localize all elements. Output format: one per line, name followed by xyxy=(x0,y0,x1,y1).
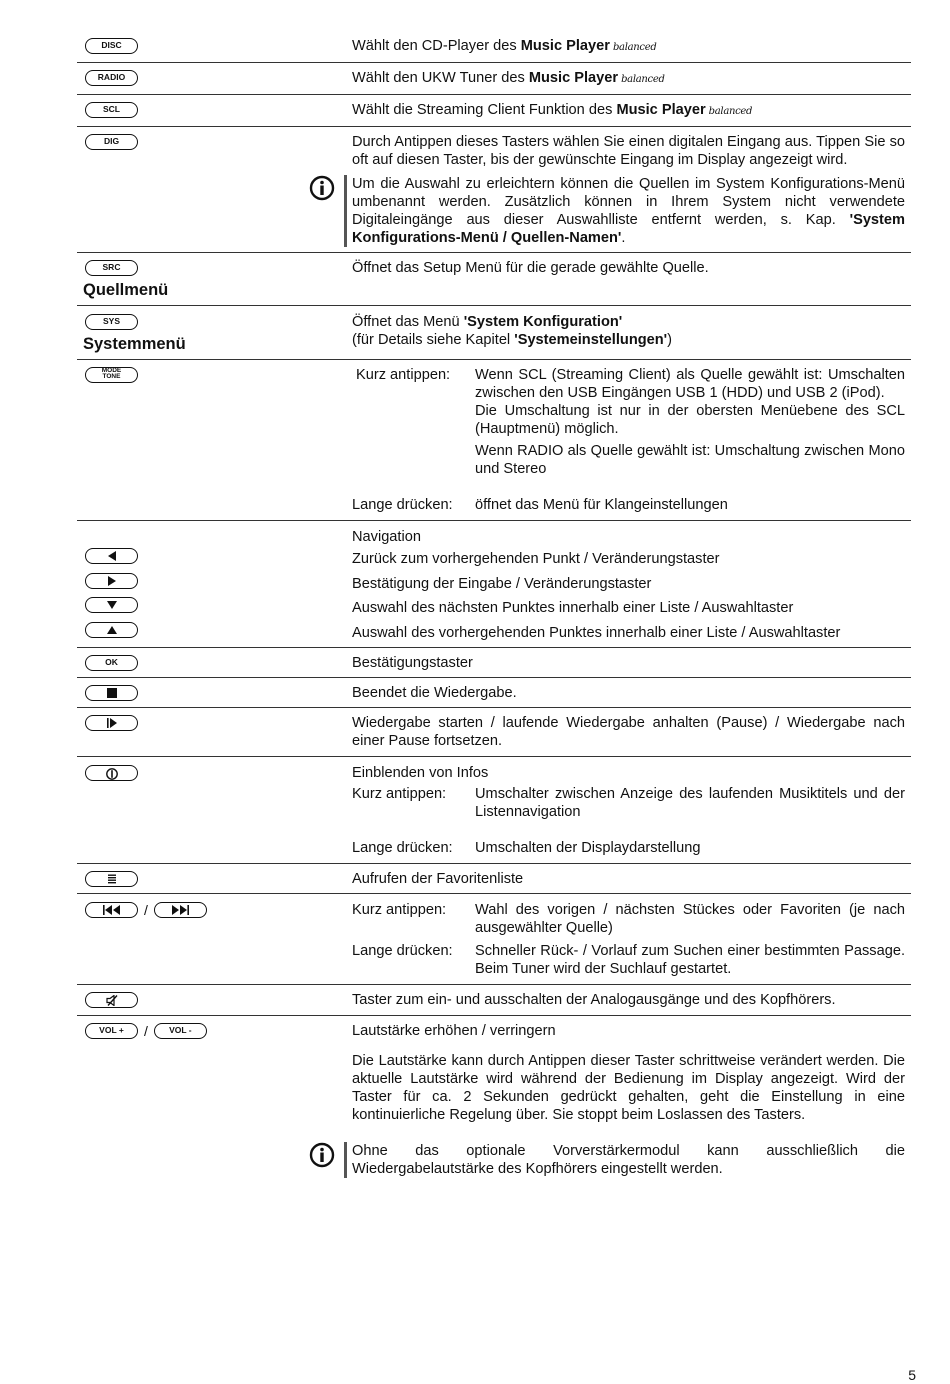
row-play-pause xyxy=(77,708,911,757)
mode-long-text: öffnet das Menü für Klangeinstellungen xyxy=(475,497,728,513)
info-short-text: Umschalter zwischen Anzeige des laufenden Musiktitels und der Listennavigation xyxy=(475,786,905,820)
dig-note: Um die Auswahl zu erleichtern können die Quellen im System Konfigurations-Menü umbenannt werden. Zusätzlich können in Ihrem System nicht verwendete Digitaleingänge aus dieser Auswahlliste entfernt werden, s. Kap. 'System Konfigurations-Menü / Quellen-Namen'. xyxy=(352,176,905,246)
left-arrow-button-icon xyxy=(85,548,138,564)
volume-note: Ohne das optionale Vorverstärkermodul kann ausschließlich die Wiedergabelautstärke des Kopfhörers eingestellt werden. xyxy=(352,1143,905,1177)
disc-description: Wählt den CD-Player des Music Player balanced xyxy=(352,38,657,54)
list-button-icon xyxy=(85,871,138,887)
page-number: 5 xyxy=(908,1367,916,1383)
row-disc xyxy=(77,30,911,63)
src-description: Öffnet das Setup Menü für die gerade gewählte Quelle. xyxy=(352,260,709,276)
ok-button-icon: OK xyxy=(85,655,138,671)
row-navigation xyxy=(77,521,911,648)
info-long-label: Lange drücken: xyxy=(352,840,453,856)
nav-down-text: Auswahl des nächsten Punktes innerhalb einer Liste / Auswahltaster xyxy=(352,600,794,617)
mode-long-label: Lange drücken: xyxy=(352,497,453,513)
dig-description: Durch Antippen dieses Tasters wählen Sie einen digitalen Eingang aus. Tippen Sie so oft auf diesen Taster, bis der gewünschte Eingang im Display angezeigt wird. xyxy=(352,134,905,168)
skip-long-label: Lange drücken: xyxy=(352,943,453,959)
info-long-text: Umschalten der Displaydarstellung xyxy=(475,840,701,856)
row-volume xyxy=(77,1016,911,1183)
sys-line2: (für Details siehe Kapitel 'Systemeinstellungen') xyxy=(352,332,673,348)
mute-description: Taster zum ein- und ausschalten der Analogausgänge und des Kopfhörers. xyxy=(352,992,836,1008)
row-ok xyxy=(77,648,911,678)
down-arrow-button-icon xyxy=(85,597,138,613)
quellmenu-label: Quellmenü xyxy=(83,281,169,299)
info-button-icon xyxy=(85,765,138,781)
stop-button-icon xyxy=(85,685,138,701)
nav-left-text: Zurück zum vorhergehenden Punkt / Veränderungstaster xyxy=(352,551,720,568)
skip-forward-button-icon xyxy=(154,902,207,918)
skip-long-text: Schneller Rück- / Vorlauf zum Suchen einer bestimmten Passage. Beim Tuner wird der Suchlauf gestartet. xyxy=(475,943,905,977)
info-icon xyxy=(309,175,335,201)
row-stop xyxy=(77,678,911,708)
vol-separator: / xyxy=(144,1023,148,1039)
radio-button-icon: RADIO xyxy=(85,70,138,86)
row-mode-tone xyxy=(77,360,911,521)
info-title: Einblenden von Infos xyxy=(352,765,489,781)
mode-tone-button-icon: MODE TONE xyxy=(85,367,138,383)
mute-button-icon xyxy=(85,992,138,1008)
mode-short-scl: Wenn SCL (Streaming Client) als Quelle gewählt ist: Umschalten zwischen den USB Eingängen USB 1 (HDD) und USB 2 (iPod). xyxy=(475,367,905,401)
row-radio xyxy=(77,63,911,95)
nav-right-text: Bestätigung der Eingabe / Veränderungstaster xyxy=(352,575,652,592)
row-dig xyxy=(77,127,911,253)
mode-short-scl-note: Die Umschaltung ist nur in der obersten Menüebene des SCL (Hauptmenü) möglich. xyxy=(475,403,905,437)
systemmenu-label: Systemmenü xyxy=(83,335,186,353)
skip-short-text: Wahl des vorigen / nächsten Stückes oder Favoriten (je nach ausgewählter Quelle) xyxy=(475,902,905,936)
skip-back-button-icon xyxy=(85,902,138,918)
scl-button-icon: SCL xyxy=(85,102,138,118)
nav-up-text: Auswahl des vorhergehenden Punktes innerhalb einer Liste / Auswahltaster xyxy=(352,624,841,641)
volume-title: Lautstärke erhöhen / verringern xyxy=(352,1023,556,1039)
info-short-label: Kurz antippen: xyxy=(352,786,447,802)
row-src xyxy=(77,253,911,306)
src-button-icon: SRC xyxy=(85,260,138,276)
scl-description: Wählt die Streaming Client Funktion des Music Player balanced xyxy=(352,102,753,118)
up-arrow-button-icon xyxy=(85,622,138,638)
play-pause-button-icon xyxy=(85,715,138,731)
skip-short-label: Kurz antippen: xyxy=(352,902,447,918)
row-info xyxy=(77,757,911,864)
vol-minus-button-icon: VOL - xyxy=(154,1023,207,1039)
dig-button-icon: DIG xyxy=(85,134,138,150)
play-pause-description: Wiedergabe starten / laufende Wiedergabe anhalten (Pause) / Wiedergabe nach einer Pause fortsetzen. xyxy=(352,715,905,749)
row-mute xyxy=(77,985,911,1016)
row-scl xyxy=(77,95,911,127)
skip-separator: / xyxy=(144,902,148,918)
right-arrow-button-icon xyxy=(85,573,138,589)
stop-description: Beendet die Wiedergabe. xyxy=(352,685,517,701)
mode-short-radio: Wenn RADIO als Quelle gewählt ist: Umschaltung zwischen Mono und Stereo xyxy=(475,443,905,477)
volume-description: Die Lautstärke kann durch Antippen dieser Taster schrittweise verändert werden. Die aktuelle Lautstärke wird während der Bedienung im Display angezeigt. Wird der Taster für ca. 2 Sekunden gedrückt gehalten, geht die Einstellung in eine kontinuierliche Regelung über. Sie stoppt beim Loslassen des Tasters. xyxy=(352,1053,905,1123)
vol-plus-button-icon: VOL + xyxy=(85,1023,138,1039)
mode-short-label: Kurz antippen: xyxy=(356,367,451,383)
ok-description: Bestätigungstaster xyxy=(352,655,473,671)
radio-description: Wählt den UKW Tuner des Music Player balanced xyxy=(352,70,665,86)
row-list xyxy=(77,864,911,894)
disc-button-icon: DISC xyxy=(85,38,138,54)
row-skip xyxy=(77,894,911,985)
info-icon xyxy=(309,1142,335,1168)
row-sys xyxy=(77,306,911,360)
navigation-title: Navigation xyxy=(352,529,421,545)
sys-line1: Öffnet das Menü 'System Konfiguration' xyxy=(352,314,623,330)
list-description: Aufrufen der Favoritenliste xyxy=(352,871,524,887)
manual-page xyxy=(77,30,911,1183)
sys-button-icon: SYS xyxy=(85,314,138,330)
